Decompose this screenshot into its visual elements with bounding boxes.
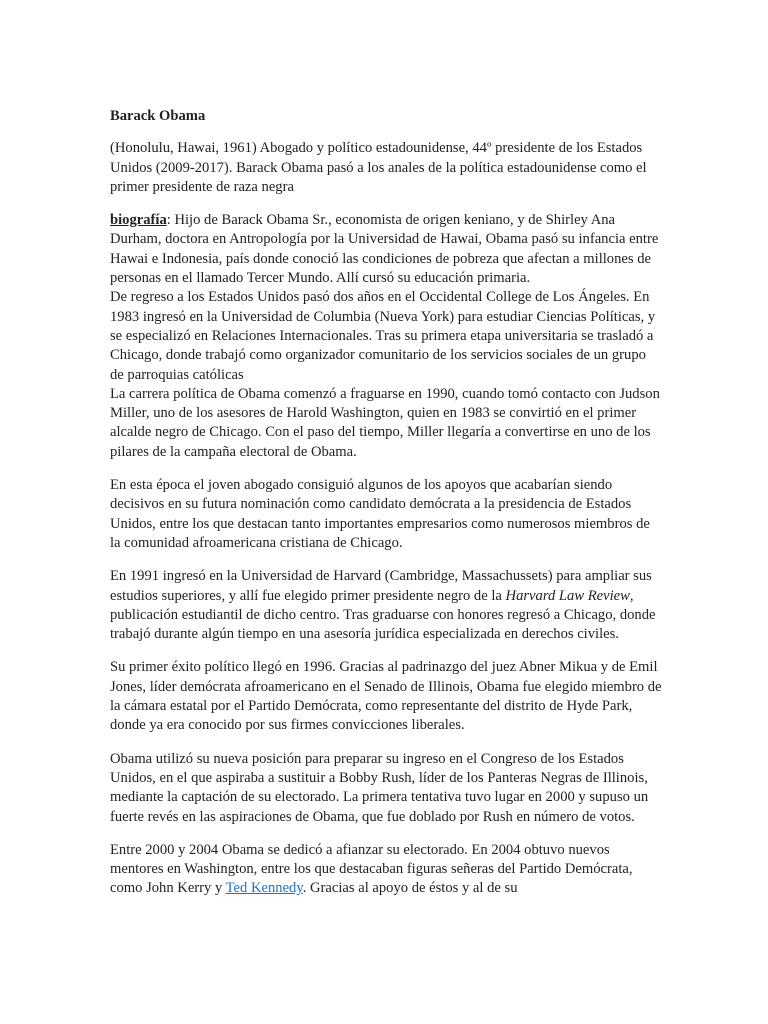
harvard-paragraph <box>110 567 662 644</box>
congress-paragraph: Obama utilizó su nueva posición para preparar su ingreso en el Congreso de los Estados Unidos, en el que aspiraba a sustituir a Bobby Rush, líder de los Panteras Negras de Illinois, mediante la captación de su electorado. La primera tentativa tuvo lugar en 2000 y supuso un fuerte revés en las aspiraciones de Obama, que fue doblado por Rush en número de votos. <box>110 750 649 825</box>
biography-label: biografía <box>110 212 167 229</box>
document-body <box>110 107 662 913</box>
biography-text-1: : Hijo de Barack Obama Sr., economista de origen keniano, y de Shirley Ana Durham, doctora en Antropología por la Universidad de Hawai, Obama pasó su infancia entre Hawai e Indonesia, país donde conoció las condiciones de pobreza que afectan a millones de personas en el llamado Tercer Mundo. Allí cursó su educación primaria. <box>110 212 659 287</box>
document-title: Barack Obama <box>110 108 206 124</box>
support-paragraph: En esta época el joven abogado consiguió algunos de los apoyos que acabarían siendo decisivos en su futura nominación como candidato demócrata a la presidencia de Estados Unidos, entre los que destacan tanto importantes empresarios como numerosos miembros de la comunidad afroamericana cristiana de Chicago. <box>110 477 650 551</box>
biography-text-2: De regreso a los Estados Unidos pasó dos años en el Occidental College de Los Ángeles. En 1983 ingresó en la Universidad de Columbia (Nueva York) para estudiar Ciencias Políticas, y se especializó en Relaciones Internacionales. Tras su primera etapa universitaria se trasladó a Chicago, donde trabajó como organizador comunitario de los servicios sociales de un grupo de parroquias católicas <box>110 289 656 383</box>
biography-paragraph <box>110 211 662 462</box>
mentors-text-post: . Gracias al apoyo de éstos y al de su <box>302 880 518 897</box>
intro-paragraph: (Honolulu, Hawai, 1961) Abogado y político estadounidense, 44º presidente de los Estados Unidos (2009-2017). Barack Obama pasó a los anales de la política estadounidense como el primer presidente de raza negra <box>110 140 647 195</box>
mentors-text-pre: Entre 2000 y 2004 Obama se dedicó a afianzar su electorado. En 2004 obtuvo nuevos mentores en Washington, entre los que destacaban figuras señeras del Partido Demócrata, como John Kerry y <box>110 841 633 897</box>
biography-text-3: La carrera política de Obama comenzó a fraguarse en 1990, cuando tomó contacto con Judson Miller, uno de los asesores de Harold Washington, quien en 1983 se convirtió en el primer alcalde negro de Chicago. Con el paso del tiempo, Miller llegaría a convertirse en uno de los pilares de la campaña electoral de Obama. <box>110 385 660 460</box>
harvard-text-post: , publicación estudiantil de dicho centro. Tras graduarse con honores regresó a Chicago, donde trabajó durante algún tiempo en una asesoría jurídica especializada en derechos civiles. <box>110 587 656 643</box>
harvard-law-review-title: Harvard Law Review <box>505 587 630 604</box>
harvard-text-pre: En 1991 ingresó en la Universidad de Harvard (Cambridge, Massachussets) para ampliar sus estudios superiores, y allí fue elegido primer presidente negro de la <box>110 568 652 604</box>
biography-line-1 <box>110 211 662 288</box>
mentors-paragraph <box>110 841 662 899</box>
ted-kennedy-link[interactable]: Ted Kennedy <box>225 880 303 897</box>
first-success-paragraph: Su primer éxito político llegó en 1996. Gracias al padrinazgo del juez Abner Mikua y de Emil Jones, líder demócrata afroamericano en el Senado de Illinois, Obama fue elegido miembro de la cámara estatal por el Partido Demócrata, como representante del distrito de Hyde Park, donde ya era conocido por sus firmes convicciones liberales. <box>110 659 662 734</box>
